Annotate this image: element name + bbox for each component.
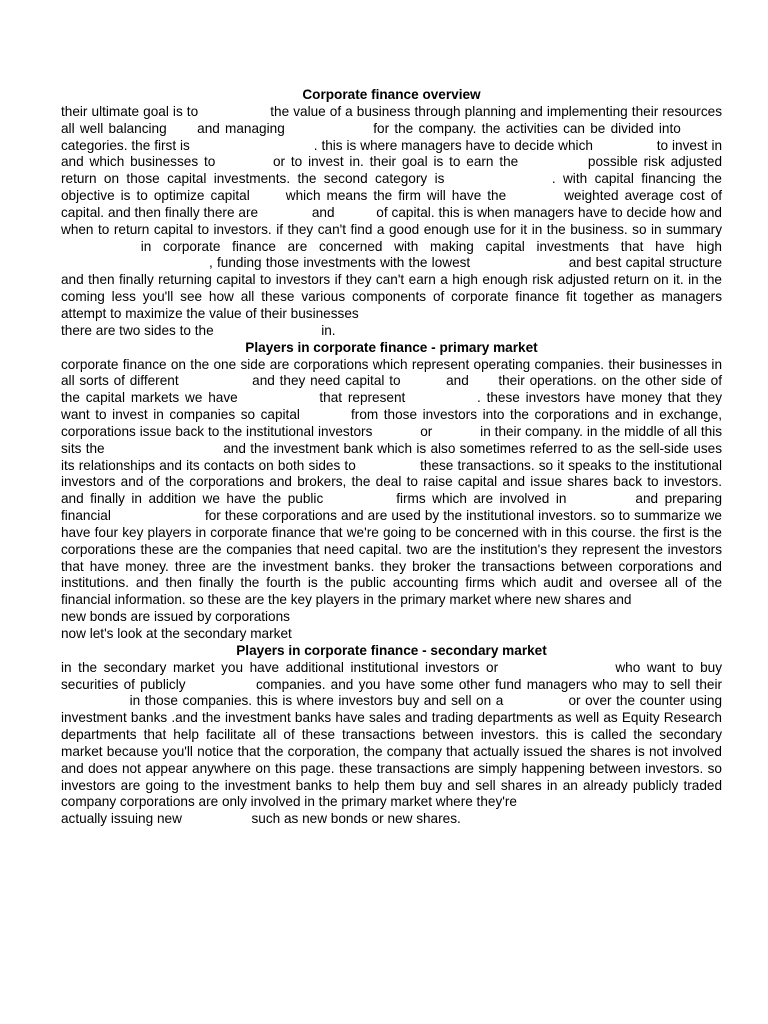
text-run: and managing	[197, 120, 285, 136]
text-run: possible risk adjusted return on those capital investments. the second	[61, 154, 723, 187]
text-run: category is	[375, 171, 445, 187]
text-run: in those companies. this is where investors buy and sell on a	[129, 693, 504, 709]
document-body	[61, 87, 722, 828]
text-run: their resources all well balancing	[61, 103, 722, 136]
text-run: . this is where managers have	[313, 137, 496, 153]
text-run: and then finally the fourth is the public accounting firms which audit and oversee all of the	[135, 575, 723, 591]
text-run: their	[498, 373, 525, 389]
text-run: the corporation, the company that actually issued the shares is not involved and does not	[61, 743, 722, 776]
text-run: operations. on the other side of the capital markets we have	[61, 373, 722, 406]
text-run: and	[446, 373, 469, 389]
paragraph-secondary-market	[61, 660, 722, 812]
text-run: these investors have money that they want to invest in companies so capital	[61, 390, 722, 423]
text-run: companies. and you have some other fund managers who	[255, 676, 618, 692]
text-run: to earn the	[449, 154, 519, 170]
text-run: from those	[351, 407, 418, 423]
paragraph-primary-market	[61, 357, 722, 610]
text-run: and	[311, 204, 335, 220]
text-run: firms which are involved in	[396, 491, 567, 507]
text-run: weighted average cost of capital. and then finally	[61, 188, 723, 220]
text-run: transactions between investors. this is called the secondary market because you'll notice that	[61, 727, 723, 759]
text-run: in the secondary market you have additional institutional investors or	[61, 659, 499, 675]
text-run: for these corporations and are used by the	[204, 508, 463, 524]
paragraph-overview-last-line	[61, 323, 722, 340]
text-run: the value of a business through planning and implementing	[270, 103, 628, 119]
text-line: new bonds are issued by corporations	[61, 609, 290, 625]
heading-primary-market: Players in corporate finance - primary market	[245, 339, 538, 355]
heading-overview: Corporate finance overview	[302, 87, 481, 102]
text-run: , funding those investments with the lowest	[209, 255, 471, 271]
text-run: there are	[203, 204, 259, 220]
text-run: and preparing financial	[61, 491, 722, 524]
text-run: who want	[615, 659, 676, 675]
text-run: in.	[321, 322, 336, 338]
text-run: to return capital to investors. if they can't find a good enough use for it in the business. so in	[98, 221, 662, 237]
text-run: to buy securities of publicly	[61, 659, 722, 692]
text-run: that represent	[319, 390, 406, 406]
text-run: investors and of the corporations and brokers, the deal to raise capital and issue shares back to	[61, 474, 659, 490]
text-run: to invest in and which businesses to	[61, 137, 723, 170]
text-run: in corporate finance are concerned with making capital investments that	[140, 238, 644, 254]
text-run: and they need capital to	[252, 373, 401, 389]
text-run: .	[476, 390, 481, 406]
text-run: for the company. the activities	[373, 120, 558, 136]
text-run: financial information. so these are the key players in the primary market where new shares and	[61, 592, 632, 608]
text-run: categories. the first is	[61, 137, 190, 153]
text-run: appear anywhere on this page. these transactions are simply happening between investors. so	[145, 760, 722, 776]
text-run: enough risk adjusted return on it. in the coming less you'll see how all these various components	[61, 272, 722, 305]
text-run: and	[223, 440, 246, 456]
text-run: publicly traded company corporations are only involved in the primary market where they're	[61, 777, 723, 810]
text-run: trading departments as well as Equity Research departments that help facilitate all of these	[61, 710, 722, 743]
text-run: their ultimate goal is to	[61, 103, 199, 119]
text-run: best capital structure and then finally returning capital to investors if they can't earn a high	[61, 255, 723, 288]
text-run: or	[420, 423, 433, 439]
text-run: to decide which	[498, 137, 593, 153]
paragraph-secondary-market-last-line	[61, 811, 722, 828]
text-run: can be divided into	[563, 120, 681, 136]
text-run: corporate finance on the one side are corporations which represent operating companies. their	[61, 356, 635, 372]
text-run: businesses in all sorts of different	[61, 356, 722, 389]
text-run: or to invest in. their goal is	[272, 154, 444, 170]
heading-secondary-market: Players in corporate finance - secondary market	[236, 642, 547, 658]
text-run: of corporate finance fit together as managers attempt to maximize the value of their businesses	[61, 289, 722, 321]
text-run: are the investment banks. they broker the transactions between corporations and institutions.	[61, 558, 722, 591]
text-run: and its contacts on both sides to	[159, 457, 356, 473]
text-run: that need capital. two are the institution's they represent the investors that have money. three	[61, 541, 722, 574]
text-run: investors. and finally in addition we have the public	[61, 474, 722, 507]
text-line: now let's look at the secondary market	[61, 626, 292, 641]
paragraph-overview	[61, 104, 722, 323]
text-run: may to sell their	[622, 676, 723, 692]
text-run: these transactions. so it speaks to the institutional	[420, 457, 723, 473]
text-run: in their company. in the middle of all this sits the	[61, 423, 723, 456]
text-run: such as new bonds or new shares.	[251, 811, 461, 827]
text-run: summary	[666, 221, 722, 237]
text-run: investors are going to the investment banks to help them buy and sell shares in an already	[61, 777, 628, 793]
text-run: there are two sides to the	[61, 322, 214, 338]
text-run: and	[568, 255, 592, 271]
text-run: or over the counter using investment banks .and the investment banks have sales and	[61, 693, 723, 726]
text-run: of capital. this is when managers have to decide how and when	[61, 204, 722, 237]
text-run: investors into the corporations and in exchange, corporations issue back to the institutional	[61, 407, 722, 439]
text-run: actually issuing new	[61, 811, 182, 827]
text-run: the investment bank which is also sometimes referred to as the sell-side uses its relationships	[61, 440, 723, 473]
text-run: have high	[655, 238, 722, 254]
text-run: institutional investors. so to summarize we have four key players in corporate finance that we're	[61, 508, 722, 540]
text-run: which means the firm will have the	[285, 188, 507, 204]
text-run: going to be concerned with in this course. the first is the corporations these are the companies	[61, 524, 722, 557]
text-run: . with capital financing the objective is to optimize capital	[61, 171, 722, 204]
text-run: investors	[317, 423, 373, 439]
